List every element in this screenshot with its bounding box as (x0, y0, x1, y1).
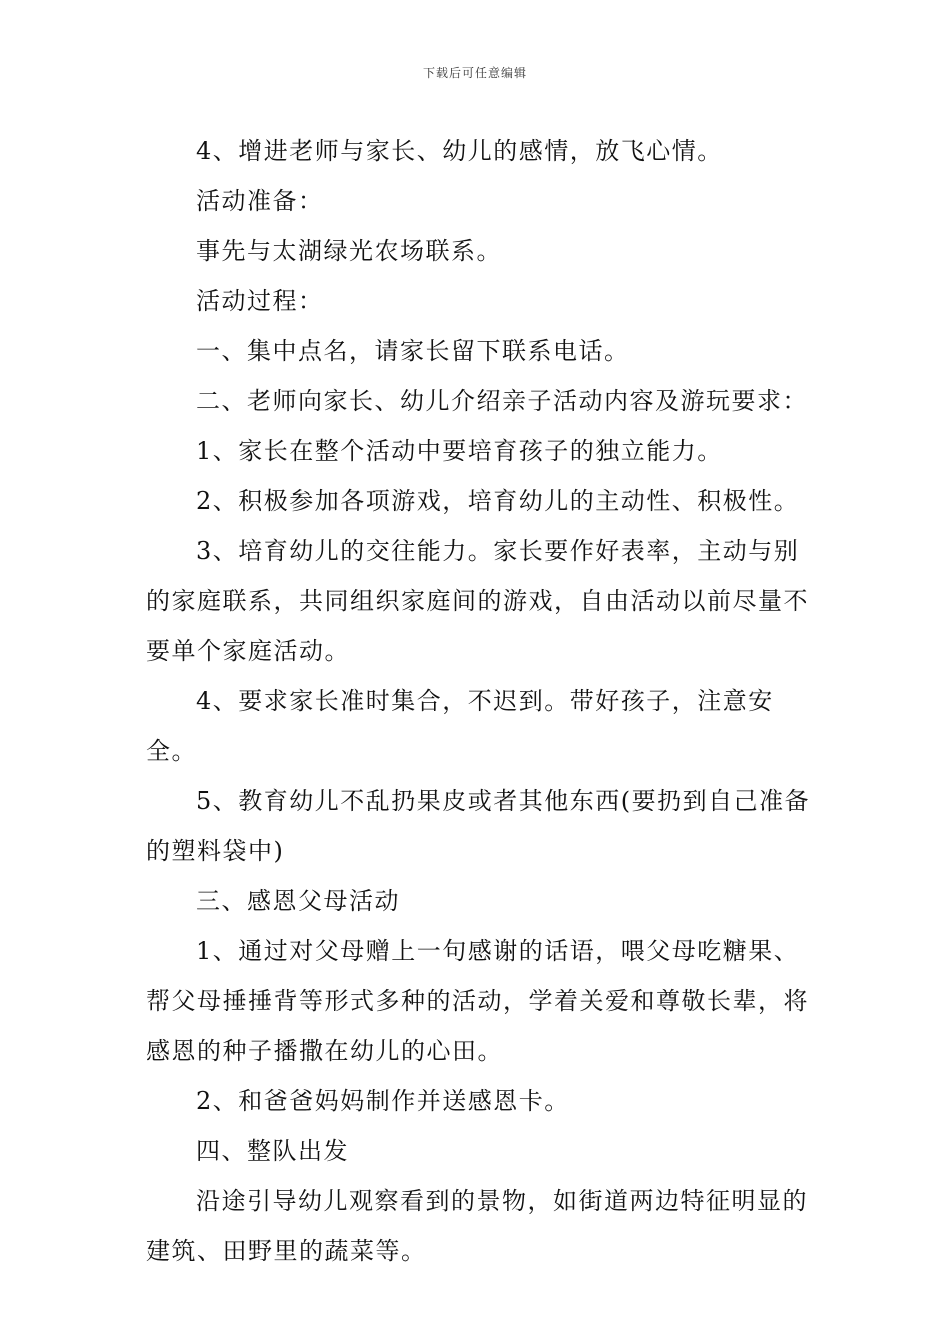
paragraph-step-4: 四、整队出发 (196, 1137, 349, 1165)
paragraph-requirement-5: 5、教育幼儿不乱扔果皮或者其他东西(要扔到自己准备的塑料袋中) (146, 787, 811, 865)
heading-process: 活动过程： (196, 287, 324, 315)
paragraph-gratitude-1: 1、通过对父母赠上一句感谢的话语，喂父母吃糖果、帮父母捶捶背等形式多种的活动，学着关爱和尊敬长辈，将感恩的种子播撒在幼儿的心田。 (146, 937, 809, 1065)
page-header-note: 下载后可任意编辑 (422, 66, 527, 80)
paragraph-preparation: 事先与太湖绿光农场联系。 (196, 237, 502, 265)
paragraph-requirement-1: 1、家长在整个活动中要培育孩子的独立能力。 (196, 437, 723, 465)
paragraph-step-2: 二、老师向家长、幼儿介绍亲子活动内容及游玩要求： (196, 387, 808, 415)
paragraph-goal-4: 4、增进老师与家长、幼儿的感情，放飞心情。 (196, 137, 723, 165)
paragraph-requirement-4: 4、要求家长准时集合，不迟到。带好孩子，注意安全。 (146, 687, 774, 765)
paragraph-observation: 沿途引导幼儿观察看到的景物，如街道两边特征明显的建筑、田野里的蔬菜等。 (146, 1187, 808, 1265)
document-body (146, 126, 816, 1276)
paragraph-requirement-3: 3、培育幼儿的交往能力。家长要作好表率，主动与别的家庭联系，共同组织家庭间的游戏，自由活动以前尽量不要单个家庭活动。 (146, 537, 809, 665)
paragraph-step-1: 一、集中点名，请家长留下联系电话。 (196, 337, 630, 365)
heading-preparation: 活动准备： (196, 187, 324, 215)
paragraph-requirement-2: 2、积极参加各项游戏，培育幼儿的主动性、积极性。 (196, 487, 800, 515)
paragraph-gratitude-2: 2、和爸爸妈妈制作并送感恩卡。 (196, 1087, 570, 1115)
paragraph-step-3: 三、感恩父母活动 (196, 887, 400, 915)
